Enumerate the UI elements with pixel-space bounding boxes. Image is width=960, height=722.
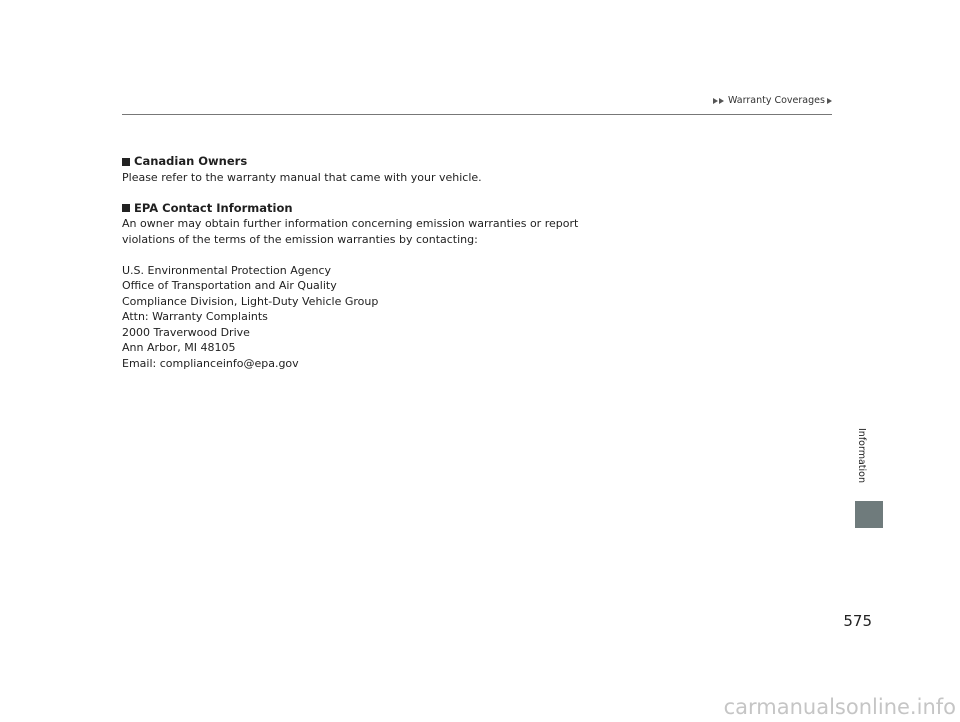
- chapter-tab-label: [841, 410, 881, 500]
- main-content: [122, 154, 722, 371]
- section-heading-text: EPA Contact Information: [134, 200, 293, 215]
- breadcrumb-label: Warranty Coverages: [728, 95, 825, 106]
- arrow-right-icon: [719, 98, 724, 104]
- address-line: 2000 Traverwood Drive: [122, 325, 250, 339]
- square-bullet-icon: [122, 158, 130, 166]
- header-divider: [122, 114, 832, 115]
- arrow-right-icon: [827, 98, 832, 104]
- chapter-tab-marker[interactable]: [855, 501, 883, 528]
- section-heading: [122, 154, 722, 170]
- body-text: An owner may obtain further information concerning emission warranties or report: [122, 217, 579, 230]
- breadcrumb: [713, 95, 833, 106]
- address-line: Attn: Warranty Complaints: [122, 310, 268, 323]
- body-text: violations of the terms of the emission warranties by contacting:: [122, 232, 478, 246]
- section-heading: [122, 201, 722, 217]
- square-bullet-icon: [122, 204, 130, 212]
- body-text: Please refer to the warranty manual that came with your vehicle.: [122, 170, 482, 184]
- address-line: Office of Transportation and Air Quality: [122, 279, 337, 292]
- chapter-tab-text: Information: [855, 427, 867, 483]
- address-line: Ann Arbor, MI 48105: [122, 341, 236, 354]
- page-number: 575: [843, 612, 872, 630]
- watermark: carmanualsonline.info: [723, 695, 956, 719]
- section-heading-text: Canadian Owners: [134, 154, 248, 168]
- address-line: Compliance Division, Light-Duty Vehicle Group: [122, 294, 379, 308]
- email-line: Email: complianceinfo@epa.gov: [122, 356, 299, 370]
- address-block: [122, 263, 722, 372]
- arrow-right-icon: [713, 98, 718, 104]
- address-line: U.S. Environmental Protection Agency: [122, 263, 332, 277]
